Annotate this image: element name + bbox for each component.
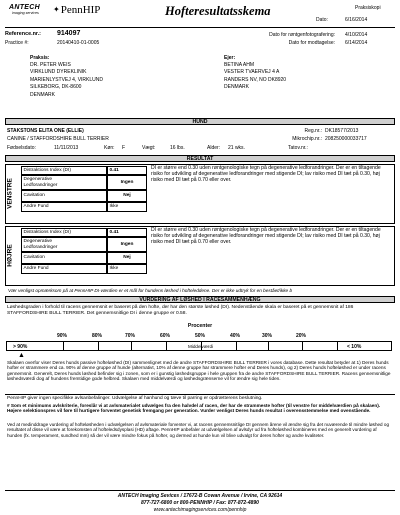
- practice-address: [30, 62, 103, 99]
- percentile-title: Procenter: [187, 323, 213, 329]
- practice-number-value: 20140410-01-0005: [57, 40, 100, 46]
- owner-line: DENMARK: [224, 84, 250, 91]
- right-other-findings-label: Andre Fund: [21, 264, 107, 274]
- copy-label: Praksiskopi: [355, 5, 381, 11]
- practice-line: SILKEBORG, DK-8600: [30, 84, 82, 91]
- antech-logo: [9, 4, 53, 16]
- logo-subtitle: imaging services: [12, 11, 39, 15]
- age-value: 21 wks.: [228, 145, 245, 151]
- left-interpretation: DI er større end 0.30 uden røntgenologiske tegn på degenerative ledforandringer. Der er en tiltagende risiko for udvikling af degenerative ledforandringer med stigende DI; lav risiko med DI tæt på 0.30, høj risiko med DI tæt på 0.70 eller over.: [151, 165, 381, 183]
- dog-breed: CANINE / STAFFORDSHIRE BULL TERRIER: [7, 136, 109, 142]
- company-address: ANTECH Imaging Sevices / 17672-B Cowan Avenue / Irvine, CA 92614: [117, 493, 283, 499]
- left-hip-label: VENSTRE: [6, 178, 14, 209]
- right-hip-label: HØJRE: [6, 244, 14, 267]
- owner-line: BETINA AHM: [224, 62, 255, 68]
- sex-label: Køn:: [104, 145, 115, 151]
- footer-divider: [5, 394, 395, 395]
- owner-address: [224, 62, 286, 92]
- microchip-value: 208250000033717: [325, 136, 367, 142]
- reg-number-label: Reg.nr.:: [304, 128, 322, 134]
- birth-date-value: 11/11/2013: [54, 145, 79, 151]
- right-degenerative-value: Ingen: [107, 237, 147, 252]
- left-degenerative-text: Degenerative Ledforandringer: [23, 177, 58, 188]
- scale-tick: [337, 342, 338, 351]
- scale-middle-label: Middelværdi: [188, 344, 214, 349]
- reference-value: 914097: [57, 30, 81, 37]
- xray-date-value: 4/10/2014: [345, 32, 368, 38]
- practice-line: MARIENLYSTVEJ 4, VIRKLUND: [30, 76, 103, 83]
- practice-line: VIRKLUND DYREKLINIK: [30, 69, 87, 76]
- right-di-label: Distraktions Index (DI): [21, 228, 107, 237]
- assessment-section-header: VURDERING AF LØSHED I RACESAMMENHÆNG: [5, 296, 395, 303]
- scale-tick: [166, 342, 167, 351]
- scale-tick: [131, 342, 132, 351]
- left-degenerative-label: [21, 175, 107, 190]
- percentile-scale: [6, 341, 392, 351]
- received-date-value: 6/14/2014: [345, 40, 368, 46]
- percentile-label: 70%: [125, 333, 136, 339]
- dog-name: STAKSTONS ELITA ONE (ELLIE): [7, 128, 84, 134]
- right-cavitation-label: Cavitation: [21, 252, 107, 264]
- assessment-explanation: Skalaen overfor viser Deres hunds passive hofteløshed (DI) sammenlignet med de andre STAFFORDSHIRE BULL TERRIER i vores database. Dette resultat betyder at 1) Deres hunds hofter er strammere end ca. 90% af denne gruppe af hunde (alternativt, 10% af denne gruppe har strammere hofter end Deres hunds), og 2) Deres hunds hofteløshed er under racens gennemsnit. Generelt, Deres hunds løshed befinder sig i zonen, som er i gunstig løshedsgruppe i hele gruppen fra de andre STAFFORDSHIRE BULL TERRIER. Racens gennemsnitlige løshedsværdi dog af hundens fremtidige gode helbred. Skalaen med middelværdi og løshedsgrænserne vil for ændre sig hele tiden.: [7, 360, 391, 382]
- date-label: Dato:: [316, 17, 328, 23]
- scale-tick: [63, 342, 64, 351]
- percentile-label: 40%: [230, 333, 241, 339]
- header-divider: [5, 27, 395, 28]
- date-value: 6/16/2014: [345, 17, 368, 23]
- pennhip-logo-text: PennHIP: [60, 3, 101, 16]
- percentile-label: 90%: [57, 333, 68, 339]
- percentile-label: 80%: [92, 333, 103, 339]
- scale-tick: [98, 342, 99, 351]
- sex-value: F: [122, 145, 126, 151]
- dog-marker-arrow-icon: ▲: [18, 352, 25, 359]
- right-degenerative-label: [21, 237, 107, 252]
- result-footnote: Vær venligst opmærksom på at PennHIP DI-værdien er et mål for hundens løshed i hofteleddene. Der er ikke udtryk for en bestået/ikke b: [8, 288, 293, 293]
- left-cavitation-value: Nej: [107, 190, 147, 202]
- assessment-intro: Løshedsgraden i forhold til racens gennemsnit er baseret på den hofte, der har den største løshed (DI). Nedenstående skala er baseret på et gennemsnit af 186 STAFFORDSHIRE BULL TERRIER. Det gennemsnitlige DI i denne gruppe er 0.58.: [7, 305, 354, 316]
- scale-tick: [236, 342, 237, 351]
- owner-label: Ejer:: [224, 55, 236, 61]
- dog-section-header: HUND: [5, 118, 395, 125]
- left-di-value: 0.41: [107, 166, 147, 175]
- contact-divider: [5, 490, 395, 491]
- practice-label: Praksis:: [30, 55, 50, 61]
- age-label: Alder:: [207, 145, 221, 151]
- right-degenerative-text: Degenerative Ledforandringer: [23, 239, 58, 250]
- weight-label: Vægt:: [142, 145, 156, 151]
- left-degenerative-value: Ingen: [107, 175, 147, 190]
- reg-number-value: DK18577/2013: [325, 128, 359, 134]
- page-title: Hofteresultatsskema: [165, 4, 271, 18]
- percentile-label: 50%: [195, 333, 206, 339]
- scale-left-label: > 90%: [13, 344, 28, 350]
- percentile-label: 60%: [160, 333, 171, 339]
- microchip-label: Mikrochip.nr.:: [292, 136, 322, 142]
- received-date-label: Dato for modtagelse:: [288, 40, 335, 46]
- owner-line: VESTER TVAERVEJ 4 A: [224, 69, 280, 76]
- disclaimer-minimum-criteria: # Som et minimums avlskriterie, foreslår vi at avlsmaterialet udvælges fra den halvdel af racen, der har de strammeste hofter (til venstre for middelværdien på skalaen). Højere selektionspres vil føre til hurtigere forventet genetisk fremgang per generation. Vurder venligst Deres hunds resultat i overensstemmelse med ovenstående.: [7, 403, 381, 414]
- right-interpretation: DI er større end 0.30 uden røntgenologiske tegn på degenerative ledforandringer. Der er en tiltagende risiko for udvikling af degenerative ledforandringer med stigende DI; lav risiko med DI tæt på 0.30, høj risiko med DI tæt på 0.70 eller over.: [151, 227, 381, 245]
- birth-date-label: Fødselsdato:: [7, 145, 36, 151]
- right-cavitation-value: Nej: [107, 252, 147, 264]
- result-section-header: RESULTAT: [5, 155, 395, 162]
- company-phone: 877-727-6800 or 800-PENNHIP / Fax: 877-872-4890: [141, 500, 259, 506]
- xray-date-label: Dato for røntgenfotografering:: [269, 32, 335, 38]
- right-di-value: 0.41: [107, 228, 147, 237]
- weight-value: 16 lbs.: [170, 145, 185, 151]
- left-other-findings-label: Andre Fund: [21, 202, 107, 212]
- scale-tick: [302, 342, 303, 351]
- left-di-label: Distraktions Index (DI): [21, 166, 107, 175]
- scale-tick: [268, 342, 269, 351]
- practice-line: DR. PETER WEIS: [30, 62, 71, 68]
- pennhip-hip-icon: ✦: [53, 5, 60, 14]
- company-website: www.antechimagingservices.com/pennhip: [153, 507, 247, 513]
- reference-label: Reference.nr.:: [5, 31, 41, 37]
- right-other-findings-value: Ikke: [107, 264, 147, 274]
- logo-brand: ANTECH: [9, 4, 40, 11]
- disclaimer-selection: Ved at medinddrage vurdering af hofteløsheden i udvælgelsen af avlsmateriale forventer vi, at racens gennemsnitlige DI gennem årene vil ændre sig fra det nuværende til mindre løshed og resultatet af disse vil være at forekomsten af hofteledsdysplasi (HD) aftage. PennHIP anbefaler at udvælgelsen af avlsdyr ud fra hofteløshed kombineres med en generelt vurdering af hunden (fx. temperament, sundhed mm) så der vil være mindre fokus på hofter, og dermed at hunde kun vil blive udvalgt for deres hofter og andre kvaliteter.: [7, 422, 390, 438]
- tattoo-label: Tatov.nr.:: [288, 145, 308, 151]
- percentile-label: 20%: [296, 333, 307, 339]
- scale-right-label: < 10%: [347, 344, 362, 350]
- disclaimer-breeding: PennHIP giver ingen specifikke avlsanbefalinger. Udvælgelse af hanhund og tæve til parring er opdrætterens beslutning.: [7, 396, 263, 401]
- left-other-findings-value: Ikke: [107, 202, 147, 212]
- percentile-labels: [0, 333, 400, 340]
- left-cavitation-label: Cavitation: [21, 190, 107, 202]
- practice-number-label: Practice #:: [5, 40, 29, 46]
- pennhip-logo: [53, 3, 100, 16]
- practice-line: DENMARK: [30, 91, 56, 98]
- percentile-label: 30%: [262, 333, 273, 339]
- owner-line: RANDERS NV, NO DK8920: [224, 76, 287, 83]
